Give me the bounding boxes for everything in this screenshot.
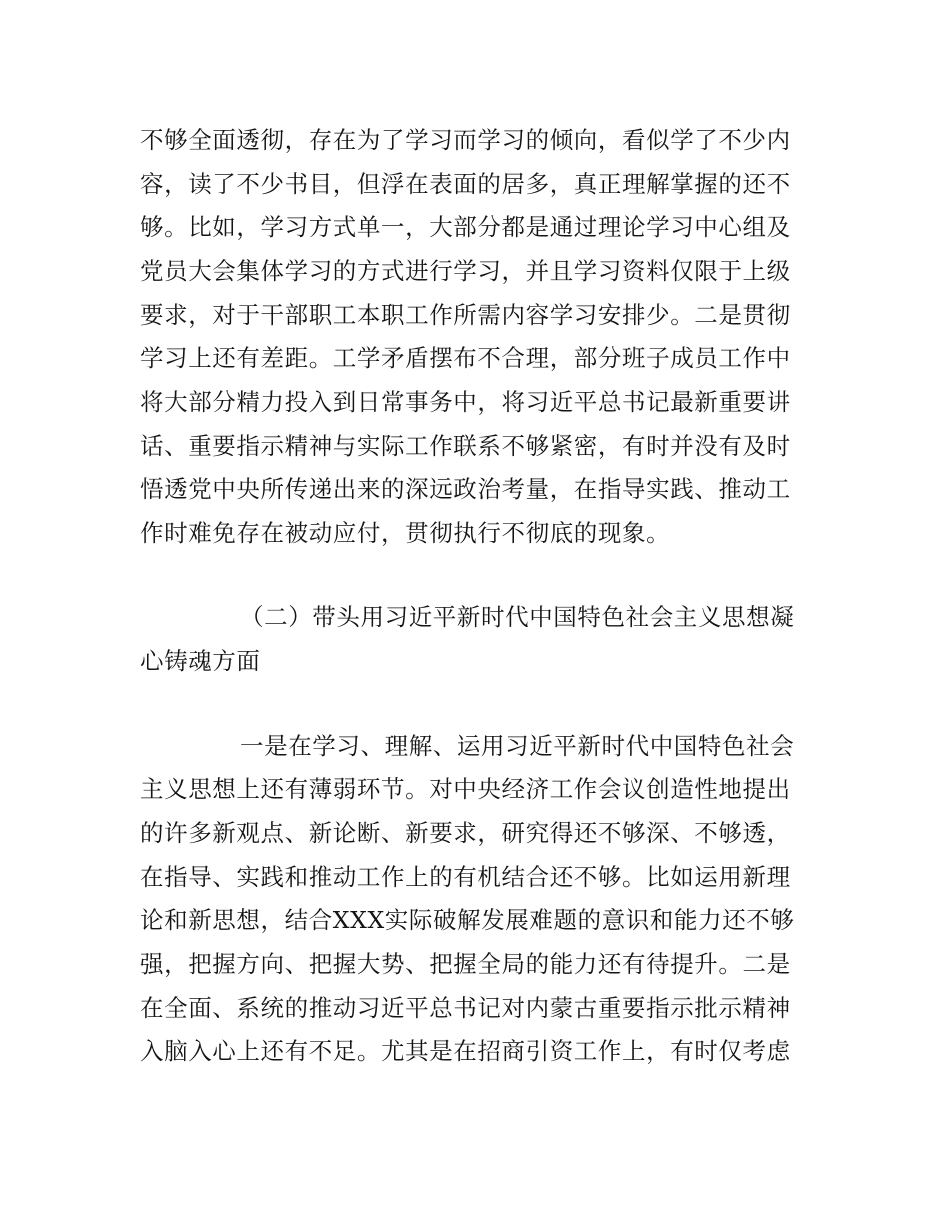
paragraph-line: 入脑入心上还有不足。尤其是在招商引资工作上，有时仅考虑 bbox=[140, 1037, 791, 1065]
paragraph-line: 在指导、实践和推动工作上的有机结合还不够。比如运用新理 bbox=[140, 863, 791, 891]
section-heading: 心铸魂方面 bbox=[140, 647, 261, 675]
paragraph-line: 悟透党中央所传递出来的深远政治考量，在指导实践、推动工 bbox=[140, 475, 791, 503]
paragraph-line: 一是在学习、理解、运用习近平新时代中国特色社会 bbox=[240, 732, 795, 760]
paragraph-line: 话、重要指示精神与实际工作联系不够紧密，有时并没有及时 bbox=[140, 432, 791, 460]
paragraph-line: 够。比如，学习方式单一，大部分都是通过理论学习中心组及 bbox=[140, 213, 791, 241]
paragraph-line: 要求，对于干部职工本职工作所需内容学习安排少。二是贯彻 bbox=[140, 301, 791, 329]
paragraph-line: 作时难免存在被动应付，贯彻执行不彻底的现象。 bbox=[140, 519, 671, 547]
paragraph-line: 党员大会集体学习的方式进行学习，并且学习资料仅限于上级 bbox=[140, 257, 791, 285]
paragraph-line: 在全面、系统的推动习近平总书记对内蒙古重要指示批示精神 bbox=[140, 994, 791, 1022]
paragraph-line: 学习上还有差距。工学矛盾摆布不合理，部分班子成员工作中 bbox=[140, 344, 791, 372]
paragraph-line: 主义思想上还有薄弱环节。对中央经济工作会议创造性地提出 bbox=[140, 775, 791, 803]
paragraph-line: 容，读了不少书目，但浮在表面的居多，真正理解掌握的还不 bbox=[140, 170, 791, 198]
paragraph-line: 不够全面透彻，存在为了学习而学习的倾向，看似学了不少内 bbox=[140, 126, 791, 154]
paragraph-line: 将大部分精力投入到日常事务中，将习近平总书记最新重要讲 bbox=[140, 388, 791, 416]
paragraph-line: 的许多新观点、新论断、新要求，研究得还不够深、不够透， bbox=[140, 819, 791, 847]
paragraph-line: 论和新思想，结合XXX实际破解发展难题的意识和能力还不够 bbox=[140, 906, 795, 934]
paragraph-line: 强，把握方向、把握大势、把握全局的能力还有待提升。二是 bbox=[140, 950, 791, 978]
section-heading: （二）带头用习近平新时代中国特色社会主义思想凝 bbox=[240, 603, 795, 631]
